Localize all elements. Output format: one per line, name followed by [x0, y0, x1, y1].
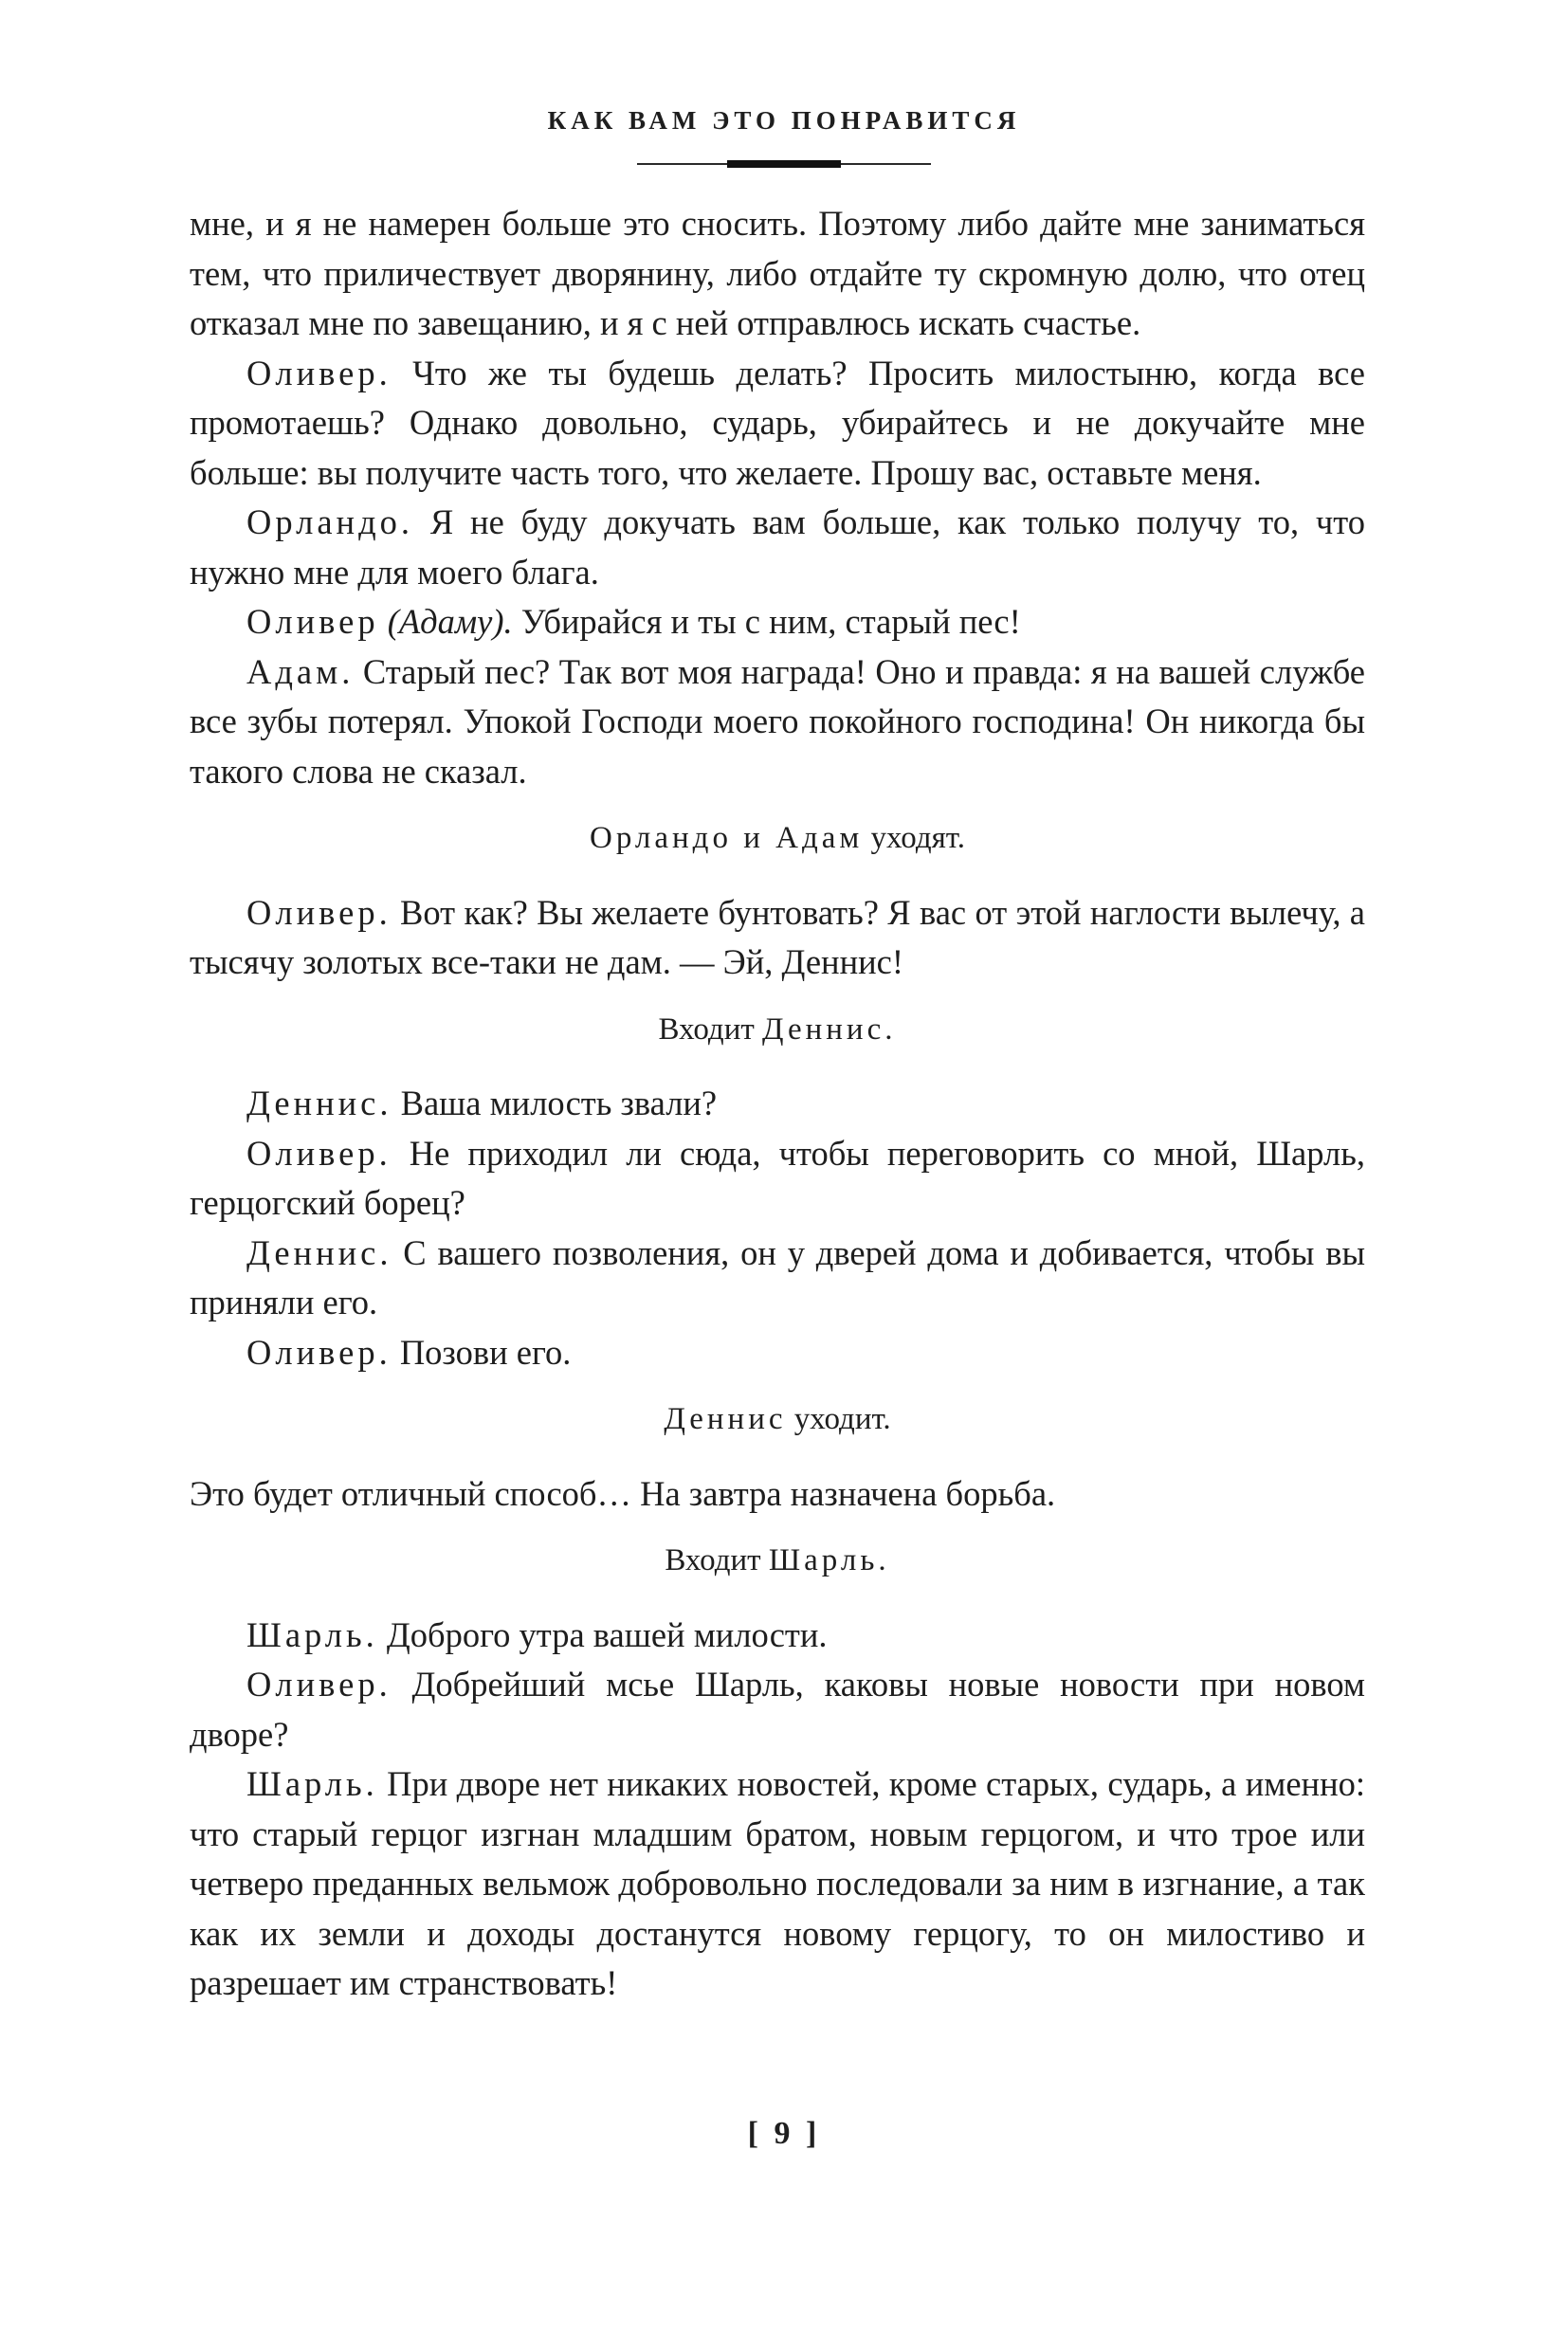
speech-text: Что же ты будешь делать? Просить милостыню, когда все промотаешь? Однако довольно, сударь, убирайтесь и не докучайте мне больше: вы получите часть того, что желаете. Прошу вас, оставьте меня. [190, 353, 1365, 492]
speech-text: При дворе нет никаких новостей, кроме старых, сударь, а именно: что старый герцог изгнан младшим братом, новым герцогом, и что трое или четверо преданных вельмож добровольно последовали за ним в изгнание, а так как их земли и доходы достанутся новому герцогу, то он милостиво и разрешает им странствовать! [190, 1764, 1365, 2002]
speech-text: С вашего позволения, он у дверей дома и добивается, чтобы вы приняли его. [190, 1232, 1365, 1321]
speaker-name: Оливер. [246, 1133, 392, 1173]
speech-text: Позови его. [391, 1332, 572, 1372]
stage-direction-enter-dennis [190, 1005, 1365, 1055]
speech-oliver-2 [190, 597, 1365, 647]
speech-text: Ваша милость звали? [392, 1084, 718, 1122]
speaker-name: Деннис. [246, 1232, 392, 1272]
stage-names: Шарль. [768, 1543, 890, 1577]
stage-names: Орландо и Адам [590, 821, 864, 855]
speaker-name: Шарль. [246, 1764, 378, 1803]
stage-action: Входит [658, 1011, 763, 1047]
speech-text: Убирайся и ты с ним, старый пес! [512, 602, 1021, 641]
running-title: КАК ВАМ ЭТО ПОНРАВИТСЯ [547, 106, 1021, 135]
speaker-name: Оливер. [246, 1332, 392, 1372]
speech-dennis-2 [190, 1229, 1365, 1328]
stage-direction-enter-charles [190, 1536, 1365, 1586]
speaker-name: Адам. [246, 651, 355, 691]
speaker-name: Орландо. [246, 502, 414, 541]
speaker-name: Деннис. [246, 1084, 392, 1122]
speech-text: Добрейший мсье Шарль, каковы новые новости при новом дворе? [190, 1665, 1365, 1754]
speech-charles-2 [190, 1759, 1365, 2009]
speaker-name: Шарль. [246, 1614, 378, 1654]
speech-text: Вот как? Вы желаете бунтовать? Я вас от этой наглости вылечу, а тысячу золотых все-таки не дам. — Эй, Деннис! [190, 892, 1365, 981]
speech-dennis-1 [190, 1079, 1365, 1129]
stage-action: уходят. [863, 821, 965, 855]
play-text [190, 199, 1365, 2009]
speaker-name: Оливер. [246, 892, 392, 932]
stage-direction-exit [190, 813, 1365, 864]
speech-adam-1 [190, 647, 1365, 797]
speech-oliver-7 [190, 1660, 1365, 1759]
speech-oliver-3 [190, 888, 1365, 988]
speech-orlando-1 [190, 498, 1365, 597]
speech-text: Я не буду докучать вам больше, как только получу то, что нужно мне для моего блага. [190, 502, 1365, 592]
speech-oliver-5 [190, 1328, 1365, 1378]
stage-aside: (Адаму). [378, 602, 513, 641]
stage-action: Входит [665, 1543, 769, 1577]
speaker-name: Оливер. [246, 1665, 392, 1704]
speech-text: Не приходил ли сюда, чтобы переговорить со мной, Шарль, герцогский борец? [190, 1133, 1365, 1222]
paragraph-continued: мне, и я не намерен больше это сносить. Поэтому либо дайте мне заниматься тем, что приличествует дворянину, либо отдайте ту скромную долю, что отец отказал мне по завещанию, и я с ней отправлюсь искать счастье. [190, 204, 1365, 342]
speaker-name: Оливер [246, 602, 379, 641]
stage-names: Деннис. [762, 1011, 897, 1047]
stage-action: уходит. [786, 1402, 891, 1436]
speech-oliver-6: Это будет отличный способ… На завтра назначена борьба. [190, 1473, 1056, 1513]
header-rule-accent [727, 160, 841, 168]
speech-charles-1 [190, 1611, 1365, 1661]
speech-oliver-1 [190, 349, 1365, 499]
page-number: [ 9 ] [747, 2116, 821, 2151]
speech-text: Старый пес? Так вот моя награда! Оно и правда: я на вашей службе все зубы потерял. Упокой Господи моего покойного господина! Он никогда бы такого слова не сказал. [190, 651, 1365, 791]
stage-direction-exit-dennis [190, 1394, 1365, 1445]
speaker-name: Оливер. [246, 353, 392, 392]
stage-names: Деннис [664, 1402, 787, 1436]
speech-oliver-4 [190, 1129, 1365, 1229]
speech-text: Доброго утра вашей милости. [377, 1614, 828, 1654]
